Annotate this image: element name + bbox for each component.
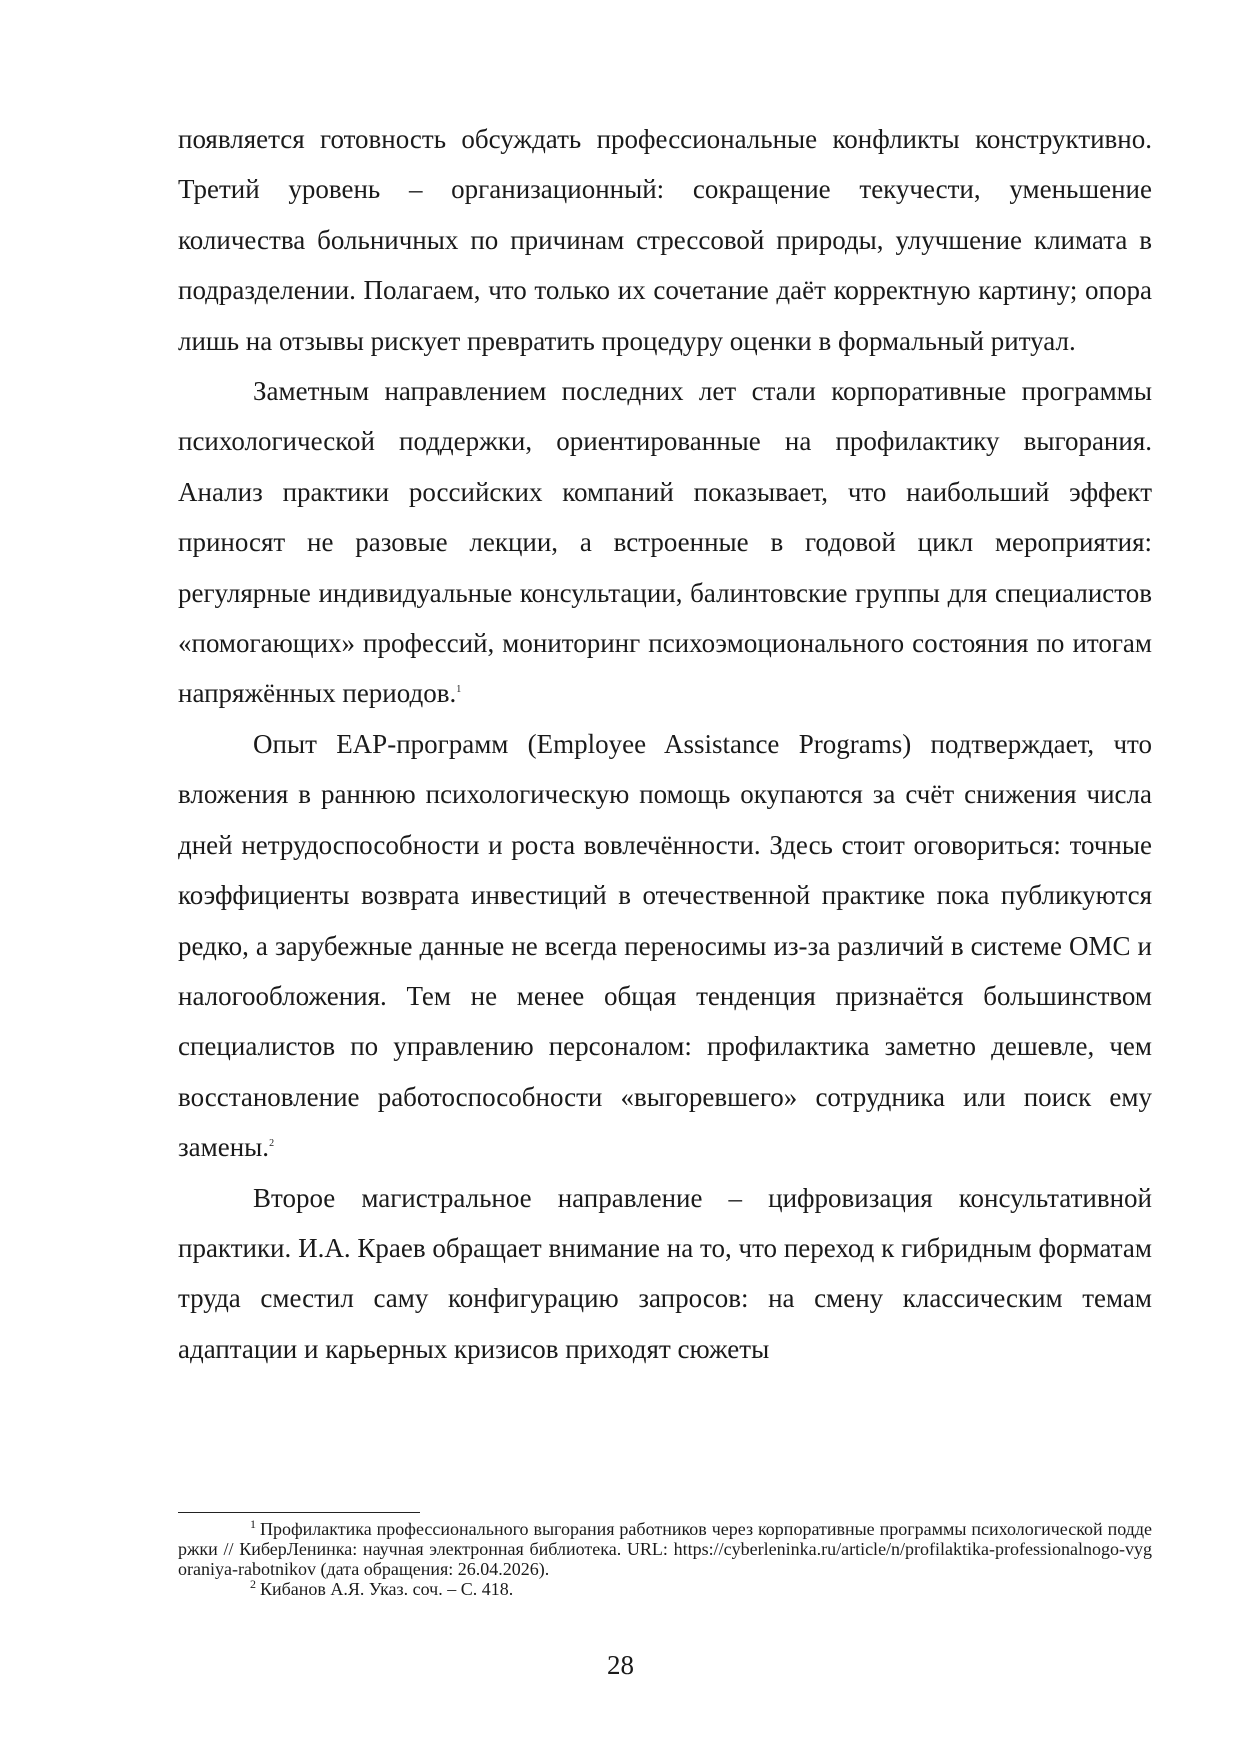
footnote-ref-2[interactable]: 2 xyxy=(269,1138,275,1150)
footnote-1 xyxy=(178,1519,1152,1579)
main-text xyxy=(178,114,1152,1374)
footnotes xyxy=(178,1519,1152,1599)
paragraph-3-text: Опыт EAP-программ (Employee Assistance Programs) подтверждает, что вложения в раннюю психологическую помощь окупаются за счёт снижения числа дней нетрудоспособности и роста вовлечённости. Здесь стоит оговориться: точные коэффициенты возврата инвестиций в отечественной практике пока публикуются редко, а зарубежные данные не всегда переносимы из-за различий в системе ОМС и налогообложения. Тем не менее общая тенденция признаётся большинством специалистов по управлению персоналом: профилактика заметно дешевле, чем восстановление работоспособности «выгоревшего» сотрудника или поиск ему замены. xyxy=(178,728,1152,1163)
footnote-separator xyxy=(178,1512,420,1513)
paragraph-2-text: Заметным направлением последних лет стали корпоративные программы психологической поддержки, ориентированные на профилактику выгорания. Анализ практики российских компаний показывает, что наибольший эффект приносят не разовые лекции, а встроенные в годовой цикл мероприятия: регулярные индивидуальные консультации, балинтовские группы для специалистов «помогающих» профессий, мониторинг психоэмоционального состояния по итогам напряжённых периодов. xyxy=(178,376,1152,709)
page-number: 28 xyxy=(607,1650,634,1680)
paragraph-1-text: появляется готовность обсуждать профессиональные конфликты конструктивно. Третий уровень – организационный: сокращение текучести, уменьшение количества больничных по причинам стрессовой природы, улучшение климата в подразделении. Полагаем, что только их сочетание даёт корректную картину; опора лишь на отзывы рискует превратить процедуру оценки в формальный ритуал. xyxy=(178,124,1152,356)
footnote-2-number: 2 xyxy=(250,1577,256,1591)
paragraph-3 xyxy=(178,719,1152,1173)
footnote-ref-1[interactable]: 1 xyxy=(456,684,462,696)
footnote-2-text: Кибанов А.Я. Указ. соч. – С. 418. xyxy=(260,1579,514,1599)
paragraph-1 xyxy=(178,114,1152,366)
footnote-2 xyxy=(178,1579,1152,1599)
paragraph-4 xyxy=(178,1173,1152,1375)
footnote-1-text: Профилактика профессионального выгорания работников через корпоративные программы психологической поддержки // КиберЛенинка: научная электронная библиотека. URL: https://cyberleninka.ru/article/n/profilaktika-professionalnogo-vygoraniya-rabotnikov (дата обращения: 26.04.2026). xyxy=(178,1519,1152,1579)
paragraph-4-text: Второе магистральное направление – цифровизация консультативной практики. И.А. Краев обращает внимание на то, что переход к гибридным форматам труда сместил саму конфигурацию запросов: на смену классическим темам адаптации и карьерных кризисов приходят сюжеты xyxy=(178,1182,1152,1364)
paragraph-2 xyxy=(178,366,1152,719)
footnote-1-number: 1 xyxy=(250,1517,256,1531)
